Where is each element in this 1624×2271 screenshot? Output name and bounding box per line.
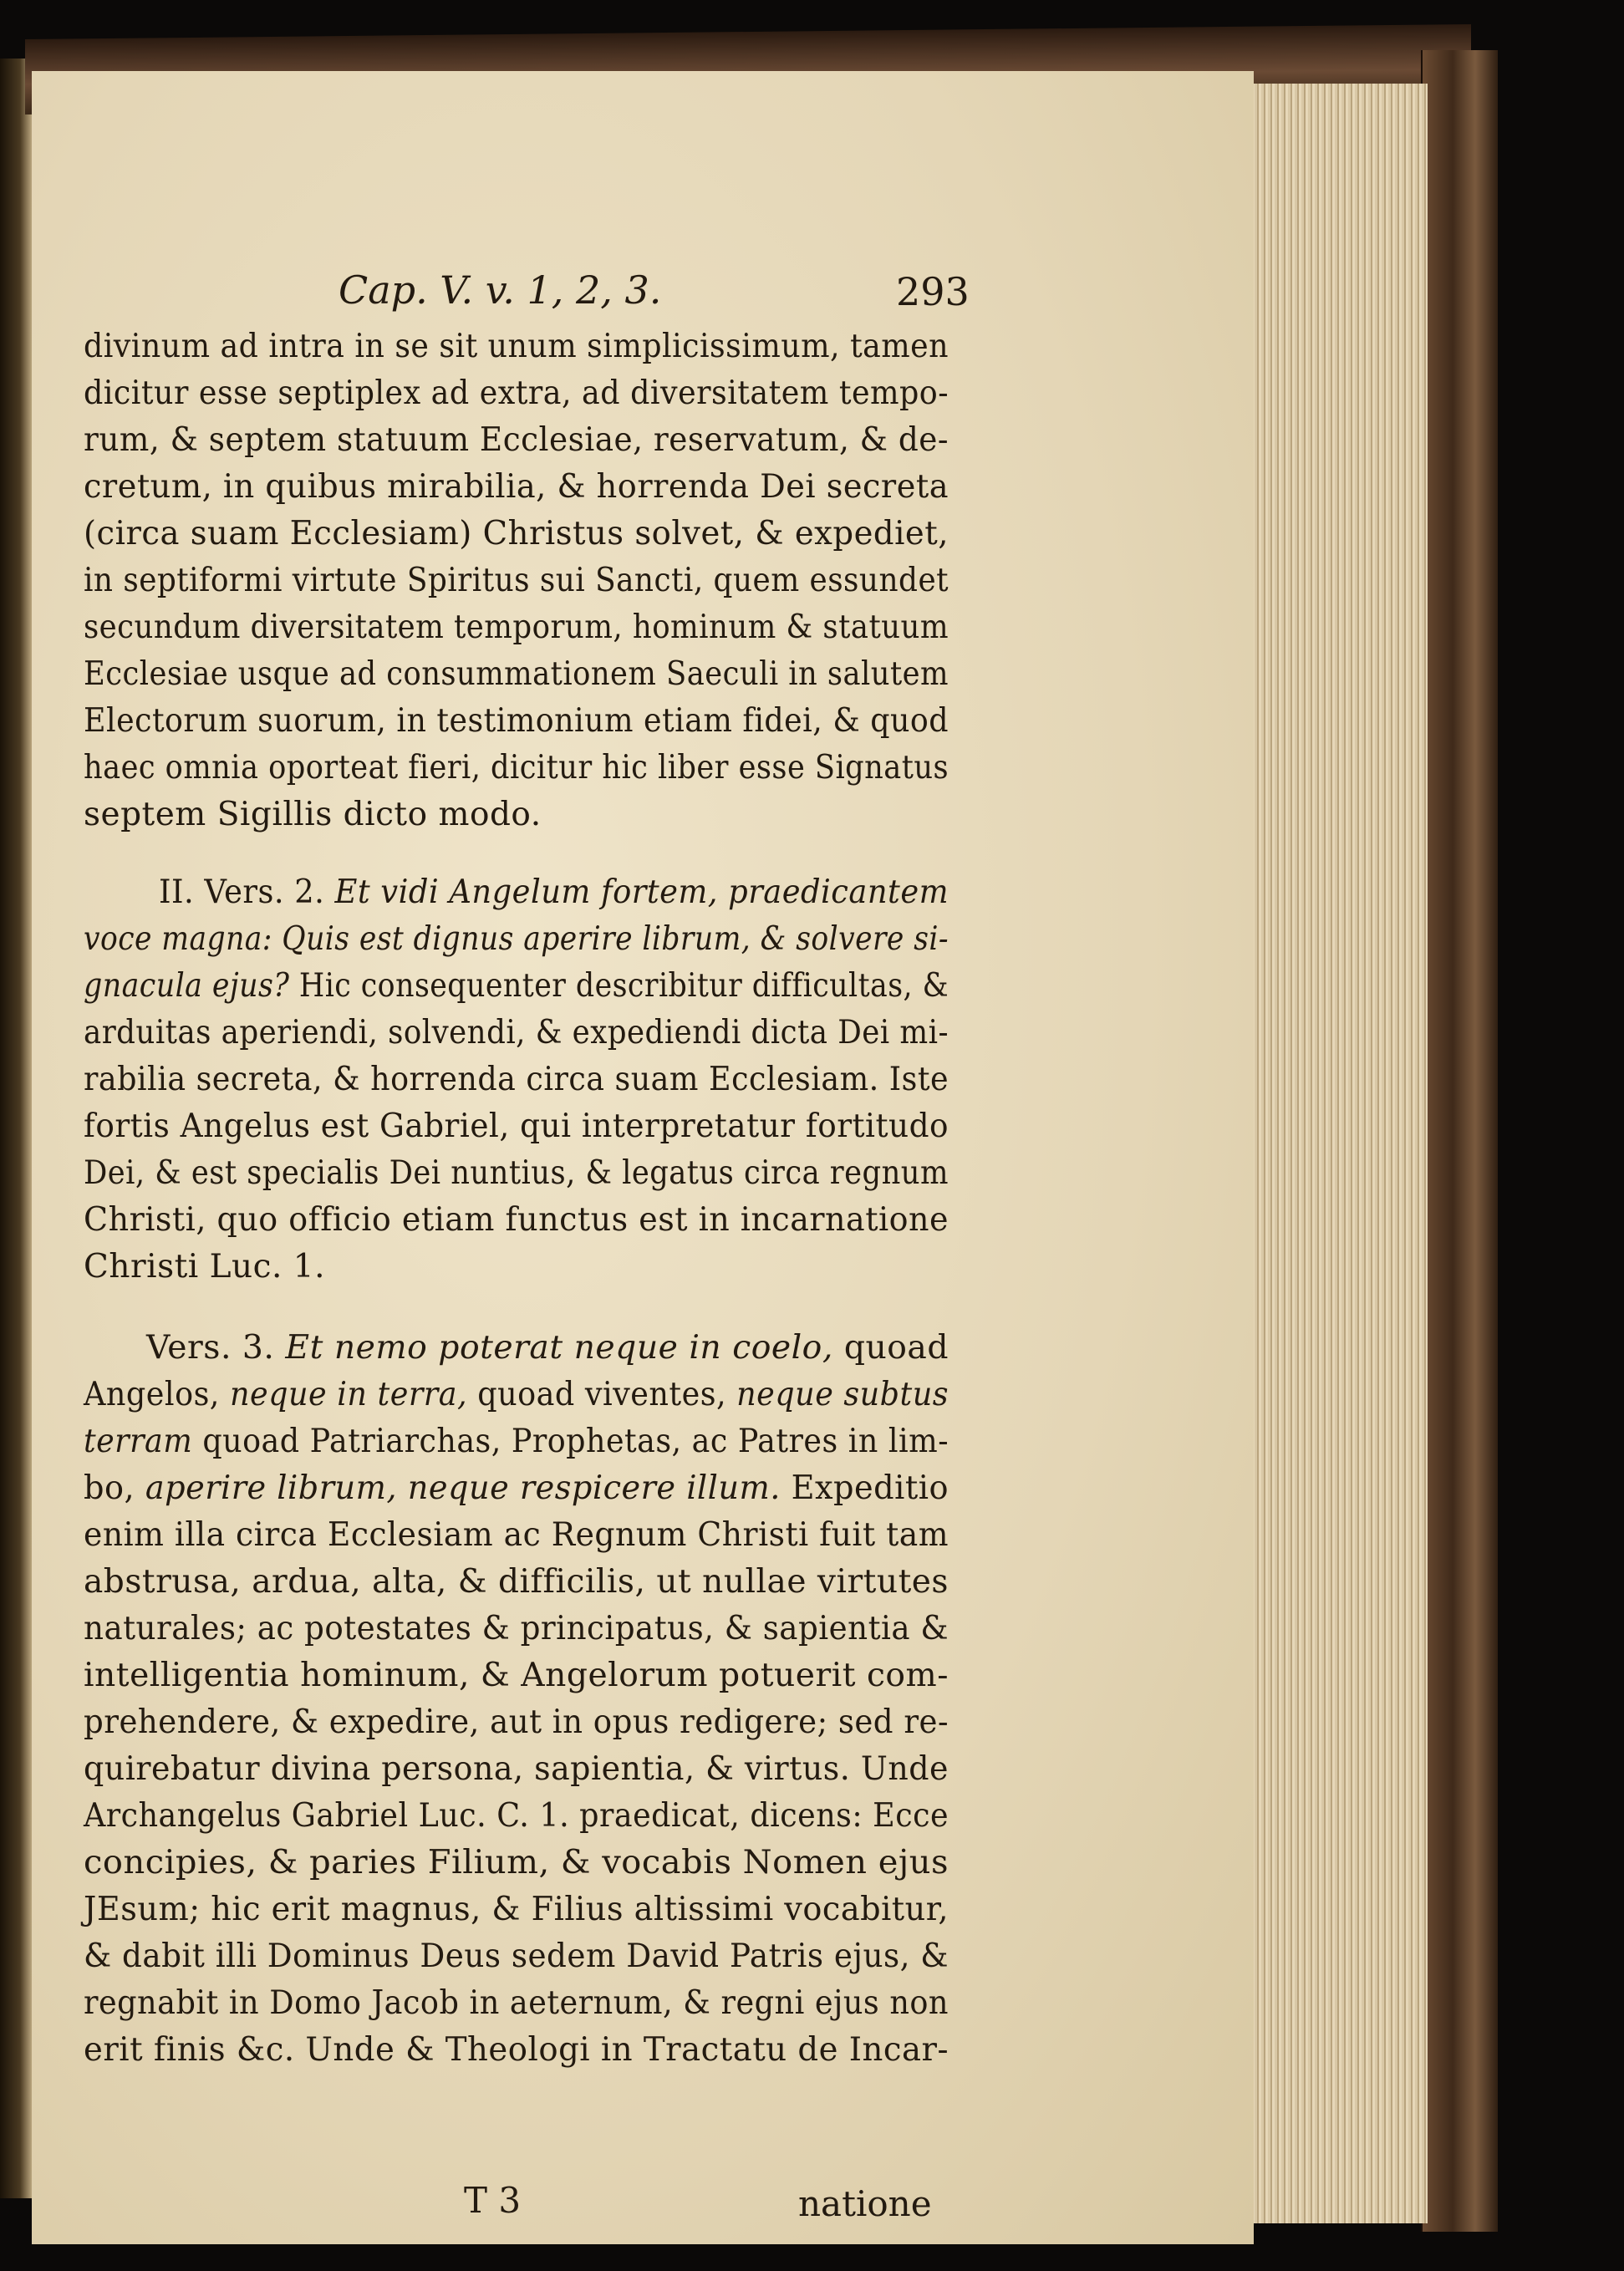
text-line [84, 468, 949, 506]
roman-text: Hic consequenter describitur difficultas, & [289, 967, 949, 1005]
roman-text: Dei, & est specialis Dei nuntius, & legatus circa regnum [84, 1154, 949, 1192]
italic-text: gnacula ejus? [84, 967, 290, 1005]
roman-text: fortis Angelus est Gabriel, qui interpretatur fortitudo [84, 1107, 949, 1145]
text-line [84, 1061, 949, 1098]
text-line [84, 1844, 949, 1881]
roman-text: haec omnia oporteat fieri, dicitur hic liber esse Signatus [84, 749, 949, 787]
roman-text: prehendere, & expedire, aut in opus redigere; sed re- [84, 1703, 949, 1741]
text-line [159, 873, 949, 911]
page-number: 293 [896, 269, 970, 314]
text-line [84, 1154, 949, 1192]
text-line [84, 1984, 949, 2022]
roman-text: & dabit illi Dominus Deus sedem David Patris ejus, & [84, 1937, 949, 1975]
italic-text: terram [84, 1423, 193, 1460]
roman-text: rabilia secreta, & horrenda circa suam Ecclesiam. Iste [84, 1061, 949, 1098]
roman-text: dicitur esse septiplex ad extra, ad diversitatem tempo- [84, 374, 949, 412]
text-line [84, 1469, 949, 1507]
roman-text: Christi Luc. 1. [84, 1248, 325, 1286]
text-line [84, 2031, 949, 2069]
italic-text: neque subtus [736, 1376, 949, 1413]
text-line [84, 1376, 949, 1413]
text-line [84, 1423, 949, 1460]
roman-text: quoad Patriarchas, Prophetas, ac Patres in lim- [192, 1423, 949, 1460]
italic-text: aperire librum, neque respicere illum. [145, 1469, 781, 1507]
roman-text: (circa suam Ecclesiam) Christus solvet, & expediet, [84, 515, 949, 552]
roman-text: enim illa circa Ecclesiam ac Regnum Christi fuit tam [84, 1516, 949, 1554]
signature-mark: T 3 [464, 2180, 522, 2221]
roman-text: JEsum; hic erit magnus, & Filius altissimi vocabitur, [84, 1891, 949, 1928]
roman-text: II. Vers. 2. [159, 873, 335, 911]
book-cover-edge [1421, 50, 1498, 2232]
roman-text: quoad viventes, [467, 1376, 737, 1413]
italic-text: neque in terra, [229, 1376, 468, 1413]
roman-text: Expeditio [780, 1469, 949, 1507]
left-page-gutter [0, 59, 33, 2198]
roman-text: intelligentia hominum, & Angelorum potuerit com- [84, 1657, 949, 1694]
text-line [84, 374, 949, 412]
italic-text: Et nemo poterat neque in coelo, [285, 1329, 833, 1367]
text-line [84, 1891, 949, 1928]
text-line [84, 967, 949, 1005]
roman-text: naturales; ac potestates & principatus, & sapientia & [84, 1610, 949, 1647]
roman-text: erit finis &c. Unde & Theologi in Tractatu de Incar- [84, 2031, 949, 2069]
roman-text: Electorum suorum, in testimonium etiam fidei, & quod [84, 702, 949, 740]
text-line [84, 1201, 949, 1239]
text-line [84, 749, 949, 787]
text-line [84, 1248, 325, 1286]
roman-text: Vers. 3. [146, 1329, 286, 1367]
text-line [84, 702, 949, 740]
roman-text: Christi, quo officio etiam functus est in incarnatione [84, 1201, 949, 1239]
text-line [84, 1014, 949, 1051]
text-line [84, 328, 949, 365]
text-line [146, 1329, 949, 1367]
roman-text: quirebatur divina persona, sapientia, & virtus. Unde [84, 1750, 949, 1788]
text-line [84, 1516, 949, 1554]
roman-text: abstrusa, ardua, alta, & difficilis, ut nullae virtutes [84, 1563, 949, 1601]
roman-text: rum, & septem statuum Ecclesiae, reservatum, & de- [84, 421, 949, 459]
text-line [84, 515, 949, 552]
text-line [84, 1703, 949, 1741]
italic-text: Et vidi Angelum fortem, praedicantem [334, 873, 949, 911]
roman-text: secundum diversitatem temporum, hominum & statuum [84, 608, 949, 646]
roman-text: regnabit in Domo Jacob in aeternum, & regni ejus non [84, 1984, 949, 2022]
roman-text: cretum, in quibus mirabilia, & horrenda Dei secreta [84, 468, 949, 506]
page-edges [1245, 84, 1428, 2223]
text-line [84, 1610, 949, 1647]
running-title: Cap. V. v. 1, 2, 3. [339, 267, 662, 313]
roman-text: Ecclesiae usque ad consummationem Saeculi in salutem [84, 655, 949, 693]
roman-text: in septiformi virtute Spiritus sui Sancti, quem essundet [84, 562, 949, 599]
text-line [84, 655, 949, 693]
roman-text: quoad [832, 1329, 949, 1367]
roman-text: Angelos, [84, 1376, 230, 1413]
text-line [84, 1937, 949, 1975]
roman-text: bo, [84, 1469, 145, 1507]
text-line [84, 920, 949, 958]
text-line [84, 562, 949, 599]
text-line [84, 1563, 949, 1601]
text-line [84, 1797, 949, 1835]
text-line [84, 608, 949, 646]
roman-text: divinum ad intra in se sit unum simplicissimum, tamen [84, 328, 949, 365]
text-line [84, 796, 542, 833]
text-line [84, 1750, 949, 1788]
catchword: natione [798, 2183, 932, 2224]
text-line [84, 421, 949, 459]
roman-text: concipies, & paries Filium, & vocabis Nomen ejus [84, 1844, 949, 1881]
text-line [84, 1657, 949, 1694]
roman-text: Archangelus Gabriel Luc. C. 1. praedicat, dicens: Ecce [84, 1797, 949, 1835]
roman-text: arduitas aperiendi, solvendi, & expediendi dicta Dei mi- [84, 1014, 949, 1051]
roman-text: septem Sigillis dicto modo. [84, 796, 542, 833]
text-line [84, 1107, 949, 1145]
italic-text: voce magna: Quis est dignus aperire librum, & solvere si- [84, 920, 949, 958]
